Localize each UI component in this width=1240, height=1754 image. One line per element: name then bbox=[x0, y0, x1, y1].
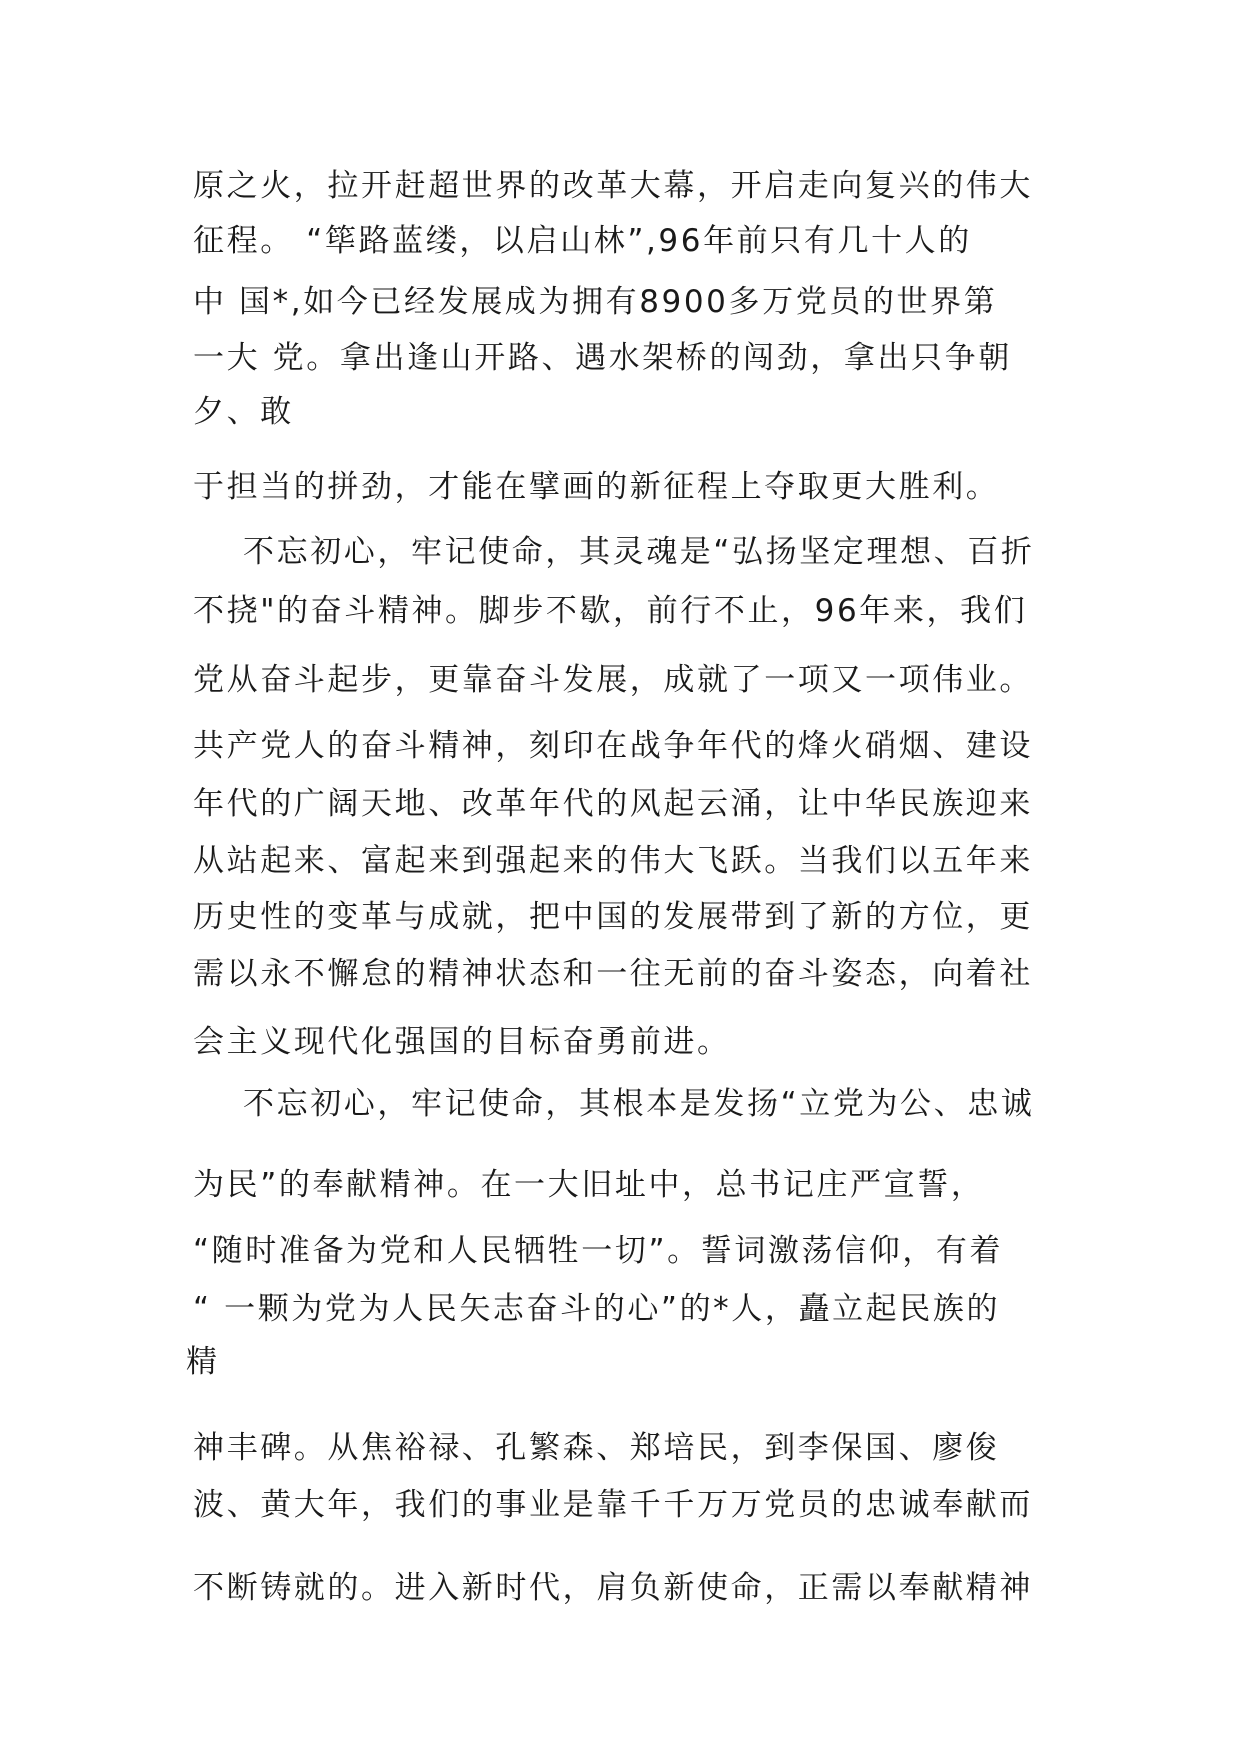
text-line: 精 bbox=[186, 1344, 220, 1380]
text-line: 从站起来、富起来到强起来的伟大飞跃。当我们以五年来 bbox=[193, 843, 1033, 879]
text-line: 年代的广阔天地、改革年代的风起云涌，让中华民族迎来 bbox=[193, 786, 1033, 822]
text-line: 中 国*,如今已经发展成为拥有8900多万党员的世界第 bbox=[193, 284, 998, 320]
text-line: 为民”的奉献精神。在一大旧址中，总书记庄严宣誓， bbox=[193, 1167, 985, 1203]
text-line: 历史性的变革与成就，把中国的发展带到了新的方位，更 bbox=[193, 899, 1033, 935]
text-line: 会主义现代化强国的目标奋勇前进。 bbox=[193, 1024, 731, 1060]
text-line: 党从奋斗起步，更靠奋斗发展，成就了一项又一项伟业。 bbox=[193, 662, 1033, 698]
text-line: 共产党人的奋斗精神，刻印在战争年代的烽火硝烟、建设 bbox=[193, 728, 1033, 764]
paragraph-first-line: 不忘初心，牢记使命，其灵魂是“弘扬坚定理想、百折 bbox=[243, 534, 1035, 570]
text-line: “ 一颗为党为人民矢志奋斗的心”的*人，矗立起民族的 bbox=[193, 1291, 1001, 1327]
paragraph-first-line: 不忘初心，牢记使命，其根本是发扬“立党为公、忠诚 bbox=[243, 1086, 1035, 1122]
text-line: 于担当的拼劲，才能在擘画的新征程上夺取更大胜利。 bbox=[193, 469, 1000, 505]
text-line: 夕、敢 bbox=[193, 394, 294, 430]
text-line: 不挠"的奋斗精神。脚步不歇，前行不止，96年来，我们 bbox=[193, 593, 1028, 629]
text-line: “随时准备为党和人民牺牲一切”。誓词激荡信仰，有着 bbox=[193, 1233, 1004, 1269]
text-line: 原之火，拉开赶超世界的改革大幕，开启走向复兴的伟大 bbox=[193, 168, 1033, 204]
text-line: 一大 党。拿出逢山开路、遇水架桥的闯劲，拿出只争朝 bbox=[193, 340, 1012, 376]
text-line: 波、黄大年，我们的事业是靠千千万万党员的忠诚奉献而 bbox=[193, 1487, 1033, 1523]
text-line: 需以永不懈怠的精神状态和一往无前的奋斗姿态，向着社 bbox=[193, 956, 1033, 992]
text-line: 征程。 “筚路蓝缕，以启山林”,96年前只有几十人的 bbox=[193, 223, 972, 259]
text-line: 不断铸就的。进入新时代，肩负新使命，正需以奉献精神 bbox=[193, 1570, 1033, 1606]
text-line: 神丰碑。从焦裕禄、孔繁森、郑培民，到李保国、廖俊 bbox=[193, 1430, 1000, 1466]
